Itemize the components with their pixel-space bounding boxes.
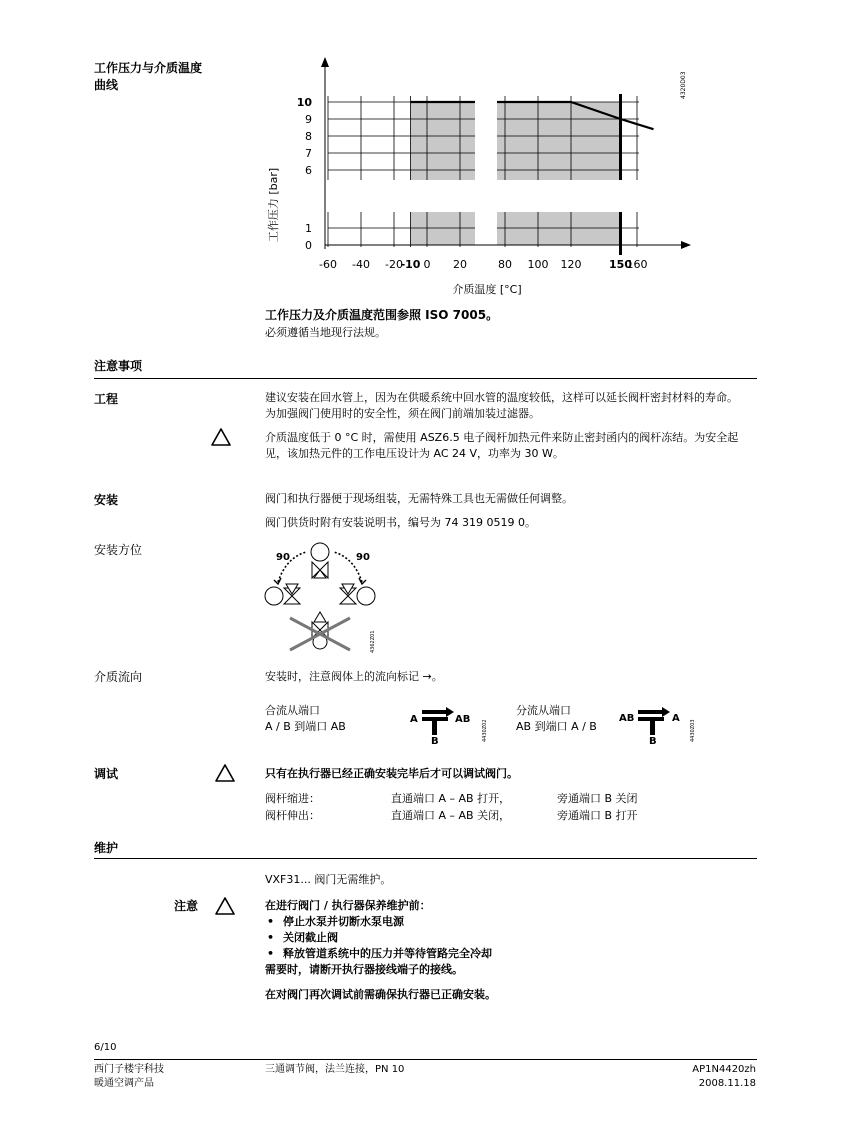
x-tick-label: 20 [453,258,467,271]
x-tick-label: -60 [319,258,337,271]
maintenance-p1: VXF31... 阀门无需维护。 [265,873,392,886]
chart-heading-line2: 曲线 [94,78,119,92]
note-label: 注意 [174,899,199,913]
maintenance-heading: 维护 [94,841,119,855]
straight-port-state: 直通端口 A – AB 打开， [391,792,511,805]
y-tick-label: 8 [305,130,312,143]
engineering-p3: 介质温度低于 0 °C 时，需使用 ASZ6.5 电子阀杆加热元件来防止密封函内的阀杆冻结。为安全起见，该加热元件的工作电压设计为 AC 24 V，功率为 30 W。 [265,431,739,460]
notes-heading: 注意事项 [94,359,143,373]
x-tick-label: 120 [560,258,582,271]
mix-port-b: B [431,736,439,746]
warning-icon [215,897,235,915]
div-figure-code: 4430Z03 [690,719,696,742]
straight-port-state: 直通端口 A – AB 关闭， [391,809,511,822]
angle-left-label: 90 [276,552,290,563]
mixing-text [265,703,346,735]
y-tick-label: 7 [305,147,312,160]
maintenance-before: 在进行阀门 / 执行器保养维护前： [265,899,431,912]
operating-range-area [411,102,476,180]
pressure-temperature-chart [255,55,705,300]
flow-heading: 介质流向 [94,670,143,684]
list-item: • 关闭截止阀 [265,930,750,946]
chart-section-heading [94,60,202,94]
x-axis-arrow [681,241,691,249]
diverting-flow-symbol [618,700,700,746]
mounting-position-heading: 安装方位 [94,543,143,557]
engineering-p1: 建议安装在回水管上，因为在供暖系统中回水管的温度较低，这样可以延长阀杆密封材料的寿命。 [265,391,738,404]
mixing-flow-symbol [408,700,490,746]
stem-state: 阀杆缩进： [265,792,320,805]
footer-date: 2008.11.18 [698,1078,756,1089]
installation-text [265,491,750,531]
maintenance-steps [265,914,750,962]
stem-state: 阀杆伸出： [265,809,320,822]
y-axis-label: 工作压力 [bar] [267,167,280,243]
mounting-position-diagram [262,538,382,658]
operating-range-area [411,212,476,245]
div-port-a: A [672,713,680,724]
x-axis-label: 介质温度 [°C] [452,283,522,296]
engineering-heading: 工程 [94,392,119,406]
div-port-ab: AB [619,713,635,724]
engineering-p2: 为加强阀门使用时的安全性，须在阀门前端加装过滤器。 [265,407,540,420]
maintenance-after: 需要时，请断开执行器接线端子的接线。 [265,963,463,976]
diverting-text [516,703,597,735]
diverting-line2: AB 到端口 A / B [516,720,597,733]
commissioning-heading: 调试 [94,767,119,781]
chart-heading-line1: 工作压力与介质温度 [94,61,203,75]
mixing-line1: 合流从端口 [265,704,320,717]
installation-p2: 阀门供货时附有安装说明书，编号为 74 319 0519 0。 [265,516,536,529]
warning-icon [211,428,231,446]
chart-caption: 工作压力及介质温度范围参照 ISO 7005。 [265,308,499,322]
chart-figure-code: 4320D03 [680,71,687,99]
warning-icon [215,764,235,782]
x-tick-label: 0 [423,258,431,271]
y-tick-label: 0 [305,239,312,252]
x-tick-label: 150 [609,258,632,271]
page-number: 6/10 [94,1042,117,1053]
x-tick-label: -20 [385,258,403,271]
div-port-b: B [649,736,657,746]
installation-heading: 安装 [94,493,119,507]
maintenance-instructions [265,898,750,1003]
x-tick-label: 100 [527,258,549,271]
bypass-port-state: 旁通端口 B 打开 [557,809,638,822]
chart-caption-note: 必须遵循当地现行法规。 [265,326,386,339]
mix-figure-code: 4430Z02 [482,719,488,742]
flow-intro: 安装时，注意阀体上的流向标记 →。 [265,670,443,683]
operating-range-area [497,212,621,245]
y-tick-label: 9 [305,113,312,126]
footer-doc-info [692,1063,756,1091]
x-tick-label: -10 [400,258,421,271]
installation-p1: 阀门和执行器便于现场组装，无需特殊工具也无需做任何调整。 [265,492,573,505]
x-tick-label: 80 [498,258,512,271]
y-tick-label: 1 [305,222,312,235]
list-item: • 释放管道系统中的压力并等待管路完全冷却 [265,946,750,962]
engineering-text [265,390,750,462]
y-tick-label: 10 [296,96,312,109]
bypass-port-state: 旁通端口 B 关闭 [557,792,638,805]
footer-doc-id: AP1N4420zh [692,1064,756,1075]
angle-right-label: 90 [356,552,370,563]
footer-divider [94,1059,757,1060]
x-tick-label: -40 [352,258,370,271]
commissioning-warning: 只有在执行器已经正确安装完毕后才可以调试阀门。 [265,767,518,780]
maintenance-divider [94,858,757,859]
notes-divider [94,378,757,379]
maintenance-final: 在对阀门再次调试前需确保执行器已正确安装。 [265,988,496,1001]
x-tick-label: 160 [626,258,648,271]
mix-port-ab: AB [455,714,471,725]
mixing-line2: A / B 到端口 AB [265,720,346,733]
mix-port-a: A [410,714,418,725]
y-tick-label: 6 [305,164,312,177]
footer-company-line2: 暖通空调产品 [94,1078,154,1089]
list-item: • 停止水泵并切断水泵电源 [265,914,750,930]
y-axis-arrow [321,57,329,67]
footer-company-line1: 西门子楼宇科技 [94,1064,164,1075]
diverting-line1: 分流从端口 [516,704,571,717]
mounting-figure-code: 4362Z01 [370,630,376,653]
footer-title: 三通调节阀，法兰连接，PN 10 [265,1064,405,1075]
footer-company [94,1063,164,1091]
